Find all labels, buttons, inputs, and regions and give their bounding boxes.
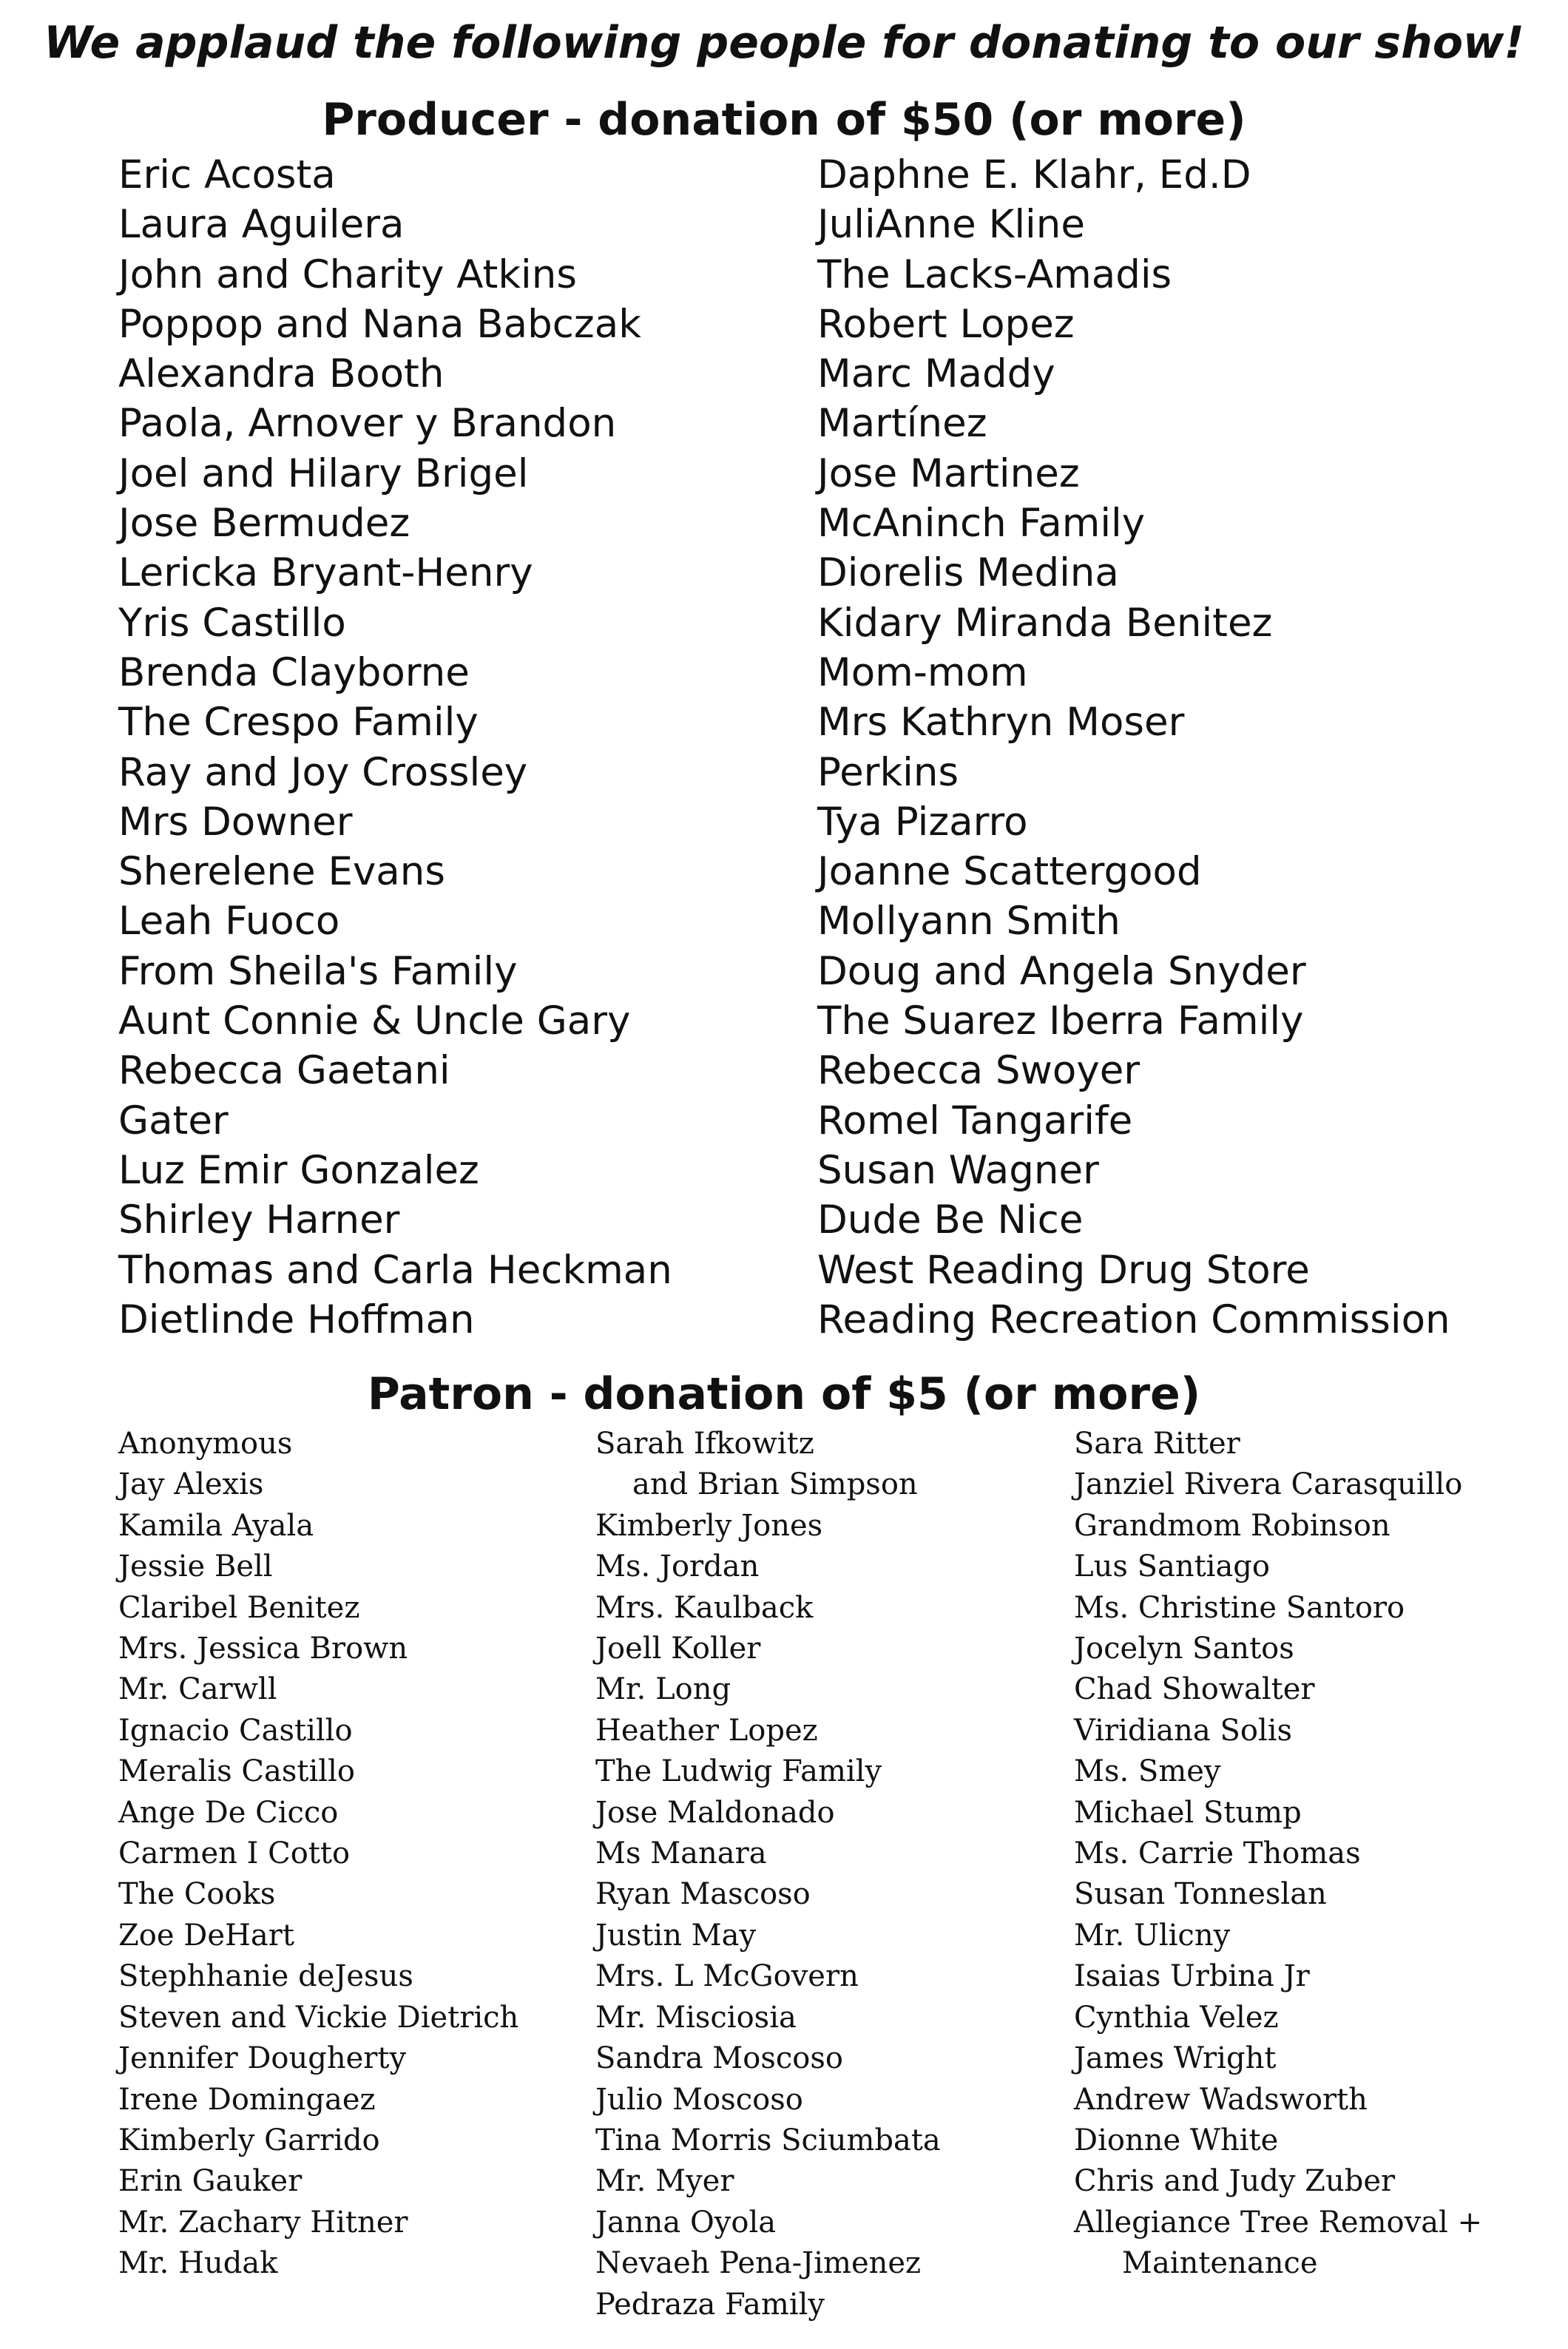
- patron-donor-name: Jennifer Dougherty: [118, 2041, 407, 2076]
- patron-tier-description: - donation of $5 (or more): [533, 1368, 1201, 1420]
- producer-donor-name: Jose Bermudez: [118, 501, 410, 547]
- producer-donor-name: Doug and Angela Snyder: [817, 948, 1306, 994]
- patron-donor-name: Jessie Bell: [118, 1549, 273, 1584]
- producer-donor-name: Lericka Bryant-Henry: [118, 550, 533, 596]
- patron-donor-name: Ange De Cicco: [118, 1795, 339, 1830]
- patron-donor-name: Nevaeh Pena-Jimenez: [595, 2246, 922, 2281]
- patron-donor-name: Ms. Smey: [1074, 1754, 1221, 1789]
- patron-donor-name: Cynthia Velez: [1074, 2000, 1279, 2035]
- patron-donor-name: Ryan Mascoso: [595, 1877, 811, 1912]
- patron-donor-name: Justin May: [595, 1918, 757, 1953]
- patron-donor-name: Dionne White: [1074, 2123, 1279, 2157]
- patron-donor-name: Jocelyn Santos: [1074, 1632, 1294, 1666]
- producer-donor-name: JuliAnne Kline: [817, 202, 1085, 248]
- patron-donor-name: Heather Lopez: [595, 1713, 818, 1748]
- patron-list-column-2: [595, 1424, 941, 2325]
- patron-donor-name: Sarah Ifkowitz: [595, 1427, 814, 1461]
- producer-donor-name: The Crespo Family: [118, 700, 479, 746]
- producer-donor-name: Dietlinde Hoffman: [118, 1297, 475, 1342]
- producer-donor-name: Laura Aguilera: [118, 202, 405, 248]
- producer-donor-name: Susan Wagner: [817, 1147, 1099, 1193]
- patron-donor-name: Mr. Misciosia: [595, 2000, 797, 2035]
- producer-donor-name: McAninch Family: [817, 501, 1146, 547]
- patron-donor-name: Ms Manara: [595, 1836, 767, 1871]
- patron-donor-name: Chris and Judy Zuber: [1074, 2164, 1396, 2199]
- patron-donor-name: Isaias Urbina Jr: [1074, 1959, 1310, 1994]
- producer-donor-name: Mrs Downer: [118, 799, 353, 845]
- producer-donor-name: Diorelis Medina: [817, 550, 1119, 596]
- patron-donor-name: Ms. Carrie Thomas: [1074, 1836, 1361, 1871]
- patron-donor-name: Andrew Wadsworth: [1074, 2082, 1368, 2117]
- patron-donor-name: Claribel Benitez: [118, 1590, 360, 1625]
- patron-donor-name: Pedraza Family: [595, 2287, 825, 2322]
- patron-donor-name: Mrs. L McGovern: [595, 1959, 859, 1994]
- producer-donor-name: Rebecca Swoyer: [817, 1048, 1140, 1094]
- producer-donor-name: Gater: [118, 1098, 229, 1143]
- producer-donor-name: Rebecca Gaetani: [118, 1048, 450, 1094]
- patron-donor-name: James Wright: [1074, 2041, 1277, 2076]
- patron-tier-label: Patron: [367, 1368, 534, 1420]
- producer-donor-name: Thomas and Carla Heckman: [118, 1247, 672, 1293]
- producer-donor-name: Martínez: [817, 401, 987, 447]
- patron-donor-name: Carmen I Cotto: [118, 1836, 351, 1871]
- patron-donor-name: Viridiana Solis: [1074, 1713, 1293, 1748]
- patron-donor-name: Irene Domingaez: [118, 2082, 376, 2117]
- producer-donor-name: The Lacks-Amadis: [817, 251, 1172, 297]
- patron-donor-name: Jose Maldonado: [595, 1795, 835, 1830]
- patron-donor-name: Kimberly Jones: [595, 1508, 823, 1543]
- producer-donor-name: John and Charity Atkins: [118, 251, 577, 297]
- producer-donor-name: Aunt Connie & Uncle Gary: [118, 998, 631, 1044]
- producer-donor-name: Joanne Scattergood: [817, 849, 1202, 895]
- patron-list-column-1: [118, 1424, 518, 2285]
- patron-donor-name: Jay Alexis: [118, 1467, 264, 1502]
- patron-donor-name: Mrs. Jessica Brown: [118, 1632, 408, 1666]
- patron-donor-name: Mr. Carwll: [118, 1672, 277, 1707]
- producer-donor-name: Shirley Harner: [118, 1197, 400, 1243]
- patron-donor-name: Anonymous: [118, 1427, 293, 1461]
- producer-donor-name: Dude Be Nice: [817, 1197, 1084, 1243]
- patron-donor-name: Grandmom Robinson: [1074, 1508, 1390, 1543]
- patron-donor-name: Kimberly Garrido: [118, 2123, 380, 2157]
- producer-donor-name: Ray and Joy Crossley: [118, 749, 528, 795]
- producer-donor-name: Romel Tangarife: [817, 1098, 1133, 1143]
- producer-donor-name: Mrs Kathryn Moser: [817, 700, 1185, 746]
- patron-donor-name: Meralis Castillo: [118, 1754, 355, 1789]
- patron-list-column-3: [1074, 1424, 1482, 2285]
- producer-donor-name: Tya Pizarro: [817, 799, 1028, 845]
- patron-donor-name: Mr. Myer: [595, 2164, 734, 2199]
- producer-donor-name: Paola, Arnover y Brandon: [118, 401, 617, 447]
- producer-list-column-1: [118, 150, 672, 1345]
- producer-donor-name: West Reading Drug Store: [817, 1247, 1310, 1293]
- producer-donor-name: Brenda Clayborne: [118, 649, 470, 695]
- producer-donor-name: Robert Lopez: [817, 301, 1075, 347]
- patron-donor-name: Mr. Long: [595, 1672, 731, 1707]
- producer-donor-name: Daphne E. Klahr, Ed.D: [817, 152, 1251, 197]
- patron-donor-name: Kamila Ayala: [118, 1508, 314, 1543]
- patron-donor-name: Chad Showalter: [1074, 1672, 1315, 1707]
- patron-donor-name: Lus Santiago: [1074, 1549, 1270, 1584]
- producer-donor-name: Eric Acosta: [118, 152, 336, 197]
- patron-donor-name: Janziel Rivera Carasquillo: [1074, 1467, 1463, 1502]
- patron-donor-name: Mr. Hudak: [118, 2246, 278, 2281]
- patron-donor-name: Sandra Moscoso: [595, 2041, 843, 2076]
- producer-section-heading: [0, 87, 1568, 153]
- patron-donor-name: Ignacio Castillo: [118, 1713, 353, 1748]
- patron-donor-name: Mr. Zachary Hitner: [118, 2205, 408, 2240]
- producer-donor-name: Yris Castillo: [118, 600, 346, 646]
- patron-donor-name: Erin Gauker: [118, 2164, 303, 2199]
- page-headline: We applaud the following people for donating to our show!: [44, 17, 1524, 69]
- producer-donor-name: Jose Martinez: [817, 450, 1080, 496]
- producer-donor-name: Marc Maddy: [817, 351, 1055, 397]
- producer-donor-name: Leah Fuoco: [118, 899, 340, 944]
- producer-donor-name: Mollyann Smith: [817, 899, 1121, 944]
- producer-donor-name: The Suarez Iberra Family: [817, 998, 1304, 1044]
- patron-donor-name: Ms. Christine Santoro: [1074, 1590, 1405, 1625]
- producer-tier-label: Producer: [322, 94, 549, 146]
- patron-donor-name: Susan Tonneslan: [1074, 1877, 1327, 1912]
- patron-donor-name: Tina Morris Sciumbata: [595, 2123, 941, 2157]
- producer-list-column-2: [817, 150, 1450, 1345]
- patron-donor-name: The Cooks: [118, 1877, 276, 1912]
- patron-donor-name: Stephhanie deJesus: [118, 1959, 413, 1994]
- producer-donor-name: Perkins: [817, 749, 959, 795]
- patron-donor-name: Ms. Jordan: [595, 1549, 760, 1584]
- patron-section-heading: [0, 1361, 1568, 1427]
- producer-donor-name: Mom-mom: [817, 649, 1028, 695]
- patron-donor-name: Michael Stump: [1074, 1795, 1302, 1830]
- patron-donor-name: and Brian Simpson: [632, 1467, 918, 1502]
- producer-donor-name: Luz Emir Gonzalez: [118, 1147, 479, 1193]
- patron-donor-name: Julio Moscoso: [595, 2082, 803, 2117]
- patron-donor-name: Maintenance: [1122, 2246, 1318, 2281]
- producer-donor-name: Alexandra Booth: [118, 351, 445, 397]
- producer-donor-name: Poppop and Nana Babczak: [118, 301, 641, 347]
- patron-donor-name: The Ludwig Family: [595, 1754, 882, 1789]
- patron-donor-name: Sara Ritter: [1074, 1427, 1240, 1461]
- patron-donor-name: Allegiance Tree Removal +: [1074, 2205, 1483, 2240]
- patron-donor-name: Mrs. Kaulback: [595, 1590, 814, 1625]
- producer-donor-name: From Sheila's Family: [118, 948, 518, 994]
- producer-donor-name: Reading Recreation Commission: [817, 1297, 1450, 1342]
- patron-donor-name: Joell Koller: [595, 1632, 761, 1666]
- producer-tier-description: - donation of $50 (or more): [548, 94, 1246, 146]
- patron-donor-name: Steven and Vickie Dietrich: [118, 2000, 519, 2035]
- patron-donor-name: Mr. Ulicny: [1074, 1918, 1231, 1953]
- patron-donor-name: Janna Oyola: [595, 2205, 777, 2240]
- patron-donor-name: Zoe DeHart: [118, 1918, 294, 1953]
- producer-donor-name: Kidary Miranda Benitez: [817, 600, 1273, 646]
- producer-donor-name: Joel and Hilary Brigel: [118, 450, 529, 496]
- producer-donor-name: Sherelene Evans: [118, 849, 445, 895]
